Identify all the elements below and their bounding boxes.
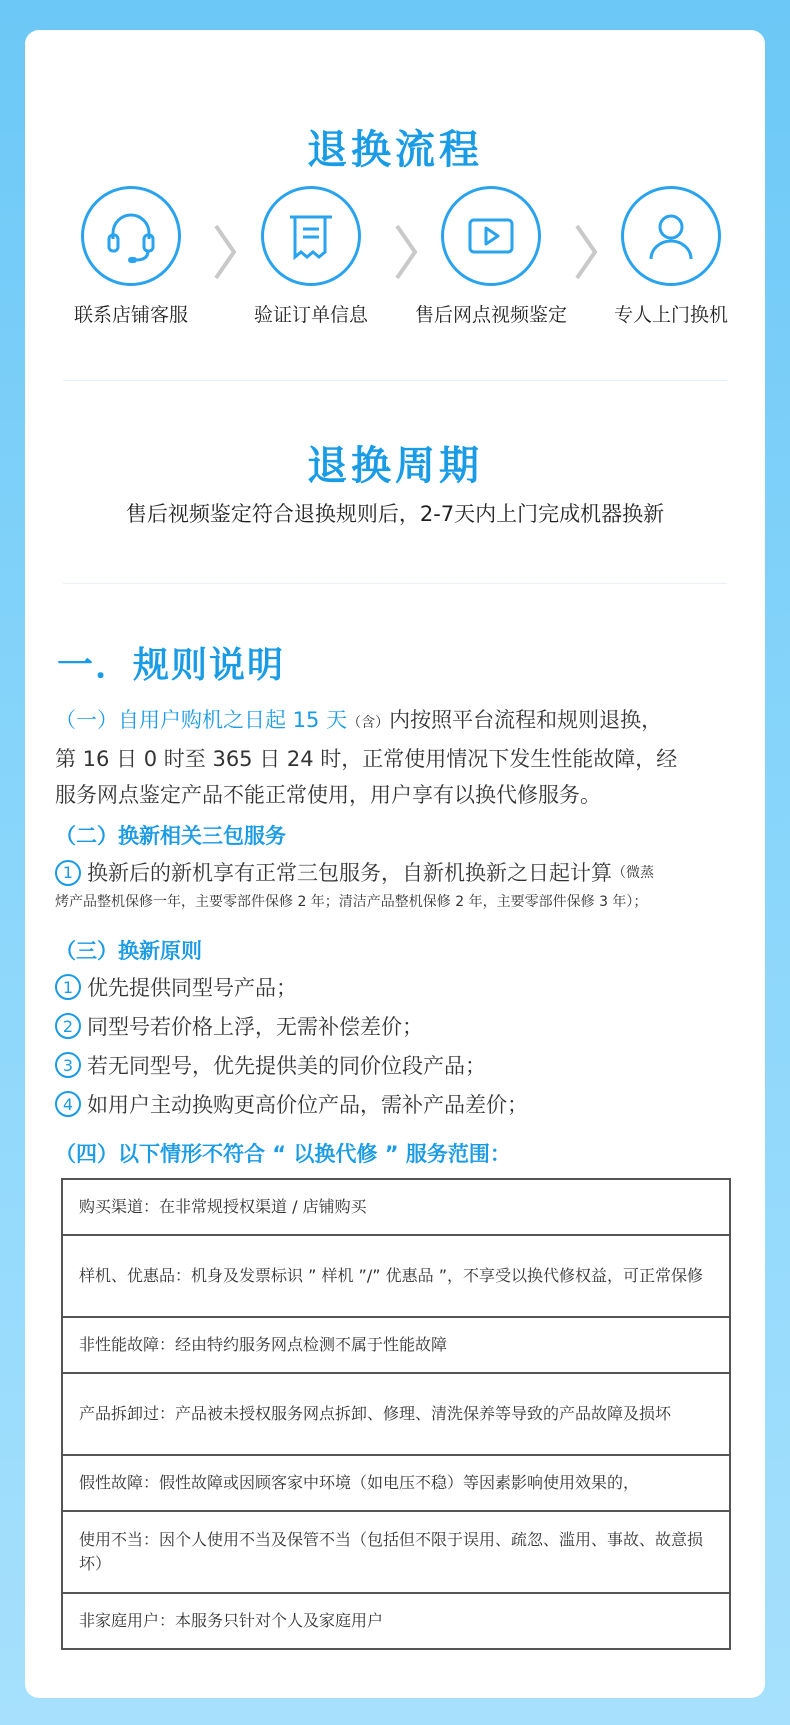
number-badge: 3 — [55, 1052, 81, 1078]
list-item — [55, 1089, 755, 1119]
step-contact-service — [51, 186, 211, 327]
divider — [63, 583, 727, 584]
table-row — [62, 1593, 730, 1649]
table-row — [62, 1235, 730, 1317]
rule-1-lead: （一）自用户购机之日起 15 天 — [55, 708, 348, 732]
number-badge: 2 — [55, 1013, 81, 1039]
person-icon — [621, 186, 721, 286]
rule-1-rest: 内按照平台流程和规则退换， — [389, 708, 663, 732]
table-row — [62, 1317, 730, 1373]
table-cell: 非性能故障：经由特约服务网点检测不属于性能故障 — [62, 1317, 730, 1373]
list-item-text: 同型号若价格上浮，无需补偿差价； — [87, 1015, 423, 1039]
table-cell: 产品拆卸过：产品被未授权服务网点拆卸、修理、清洗保养等导致的产品故障及损坏 — [62, 1373, 730, 1455]
number-badge: 1 — [55, 860, 81, 886]
step-onsite-exchange — [591, 186, 751, 327]
rule-2-note-a: （微蒸 — [612, 865, 654, 881]
rule-section-1 — [55, 702, 745, 813]
step-label: 专人上门换机 — [613, 304, 728, 326]
list-item — [55, 1050, 755, 1080]
process-steps — [25, 186, 765, 336]
content-card — [25, 30, 765, 1698]
table-row — [62, 1511, 730, 1593]
rule-2-main: 换新后的新机享有正常三包服务，自新机换新之日起计算 — [87, 861, 612, 885]
table-cell: 非家庭用户：本服务只针对个人及家庭用户 — [62, 1593, 730, 1649]
video-play-icon — [441, 186, 541, 286]
list-item-text: 若无同型号，优先提供美的同价位段产品； — [87, 1054, 486, 1078]
headset-icon — [81, 186, 181, 286]
rules-title: 一．规则说明 — [57, 645, 286, 686]
rule-section-4-title: （四）以下情形不符合 “ 以换代修 ” 服务范围： — [55, 1142, 511, 1166]
rule-2-note-b: 烤产品整机保修一年，主要零部件保修 2 年；清洁产品整机保修 2 年，主要零部件保修 3 年）； — [55, 894, 648, 910]
cycle-text: 售后视频鉴定符合退换规则后，2-7天内上门完成机器换新 — [125, 502, 665, 526]
rule-section-2-title: （二）换新相关三包服务 — [55, 824, 286, 848]
step-label: 联系店铺客服 — [73, 304, 188, 326]
list-item — [55, 1011, 755, 1041]
step-video-inspection — [411, 186, 571, 327]
rule-1-line3: 服务网点鉴定产品不能正常使用，用户享有以换代修服务。 — [55, 783, 601, 807]
step-label: 售后网点视频鉴定 — [414, 304, 567, 326]
step-verify-order — [231, 186, 391, 327]
list-item-text: 如用户主动换购更高价位产品，需补产品差价； — [87, 1093, 528, 1117]
table-row — [62, 1373, 730, 1455]
rule-section-3-title: （三）换新原则 — [55, 939, 202, 963]
table-cell: 假性故障：假性故障或因顾客家中环境（如电压不稳）等因素影响使用效果的， — [62, 1455, 730, 1511]
table-cell: 样机、优惠品：机身及发票标识 ” 样机 ”/” 优惠品 ”，不享受以换代修权益，可正常保修 — [62, 1235, 730, 1317]
table-cell: 购买渠道：在非常规授权渠道 / 店铺购买 — [62, 1179, 730, 1235]
number-badge: 1 — [55, 974, 81, 1000]
number-badge: 4 — [55, 1091, 81, 1117]
table-row — [62, 1179, 730, 1235]
list-item-text: 优先提供同型号产品； — [87, 976, 297, 1000]
rule-section-2-item — [55, 856, 745, 914]
list-item — [55, 972, 755, 1002]
step-label: 验证订单信息 — [253, 304, 368, 326]
exclusions-table — [61, 1178, 731, 1650]
receipt-icon — [261, 186, 361, 286]
divider — [63, 380, 727, 381]
process-title: 退换流程 — [307, 127, 483, 173]
table-cell: 使用不当：因个人使用不当及保管不当（包括但不限于误用、疏忽、滥用、事故、故意损坏） — [62, 1511, 730, 1593]
rule-1-paren: （含） — [347, 715, 390, 731]
table-row — [62, 1455, 730, 1511]
cycle-title: 退换周期 — [307, 443, 483, 489]
rule-1-line2: 第 16 日 0 时至 365 日 24 时，正常使用情况下发生性能故障，经 — [55, 747, 678, 771]
